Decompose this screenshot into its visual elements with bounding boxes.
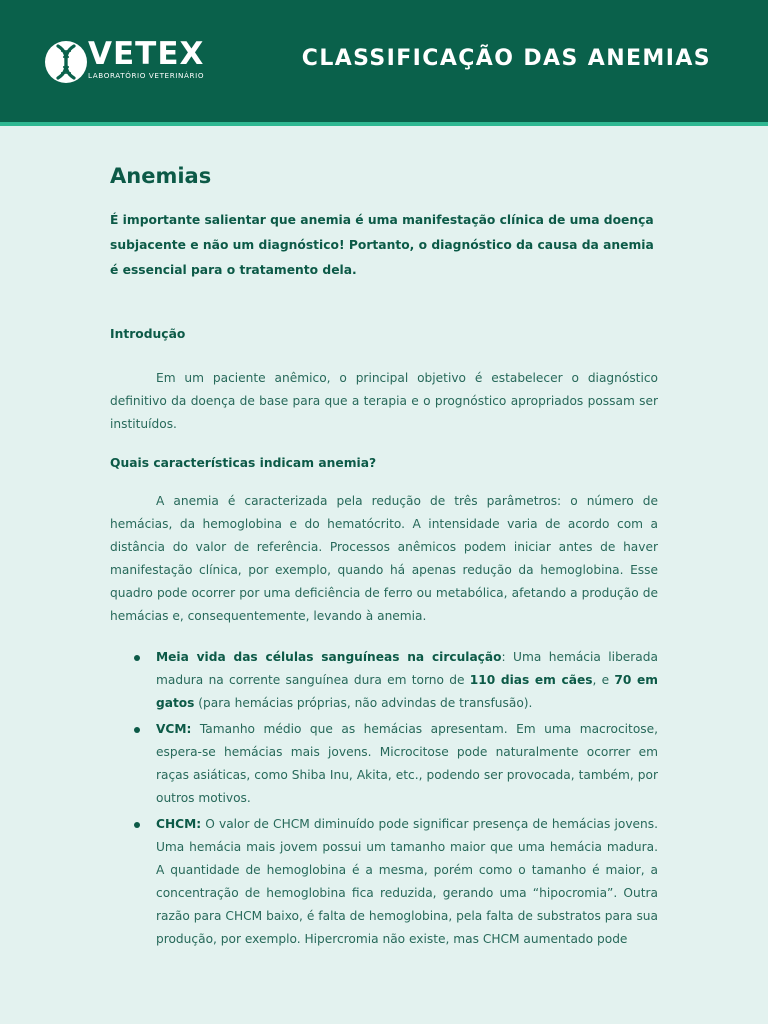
section-heading-caracteristicas: Quais características indicam anemia? xyxy=(110,456,377,470)
bullet-term: CHCM: xyxy=(156,817,202,831)
bullet-emphasis: 110 dias em cães xyxy=(469,673,593,687)
bullet-term: VCM: xyxy=(156,722,192,736)
list-item-vcm xyxy=(110,718,658,810)
lead-paragraph: É importante salientar que anemia é uma manifestação clínica de uma doença subjacente e não um diagnóstico! Portanto, o diagnóstico da causa da anemia é essencial para o tratamento dela. xyxy=(110,213,654,277)
bullet-term: Meia vida das células sanguíneas na circulação xyxy=(156,650,502,664)
list-item-chcm xyxy=(110,813,658,951)
logo-subtitle: LABORATÓRIO VETERINÁRIO xyxy=(88,71,205,80)
bullet-emphasis: 70 em gatos xyxy=(156,673,658,710)
section-heading-introducao: Introdução xyxy=(110,327,186,341)
vetex-logo xyxy=(44,38,224,88)
document-title: CLASSIFICAÇÃO DAS ANEMIAS xyxy=(301,46,711,71)
logo-name: VETEX xyxy=(88,36,205,72)
parameter-list xyxy=(110,646,658,951)
bullet-dot xyxy=(134,655,140,661)
bullet-text: (para hemácias próprias, não advindas de transfusão). xyxy=(194,696,533,710)
document-body xyxy=(110,160,658,954)
list-item-meia-vida xyxy=(110,646,658,715)
dna-helix-icon xyxy=(44,40,88,84)
page-heading: Anemias xyxy=(110,164,212,188)
bullet-text: Tamanho médio que as hemácias apresentam. Em uma macrocitose, espera-se hemácias mais jovens. Microcitose pode naturalmente ocorrer em raças asiáticas, como Shiba Inu, Akita, etc., podendo ser provocada, também, por outros motivos. xyxy=(156,722,658,805)
bullet-dot xyxy=(134,822,140,828)
bullet-text: O valor de CHCM diminuído pode significar presença de hemácias jovens. Uma hemácia mais jovem possui um tamanho maior que uma hemácia madura. A quantidade de hemoglobina é a mesma, porém como o tamanho é maior, a concentração de hemoglobina fica reduzida, gerando uma “hipocromia”. Outra razão para CHCM baixo, é falta de hemoglobina, pela falta de substratos para sua produção, por exemplo. Hipercromia não existe, mas CHCM aumentado pode xyxy=(156,817,658,946)
bullet-text: , e xyxy=(592,673,615,687)
characteristics-paragraph: A anemia é caracterizada pela redução de três parâmetros: o número de hemácias, da hemoglobina e do hematócrito. A intensidade varia de acordo com a distância do valor de referência. Processos anêmicos podem iniciar antes de haver manifestação clínica, por exemplo, quando há apenas redução da hemoglobina. Esse quadro pode ocorrer por uma deficiência de ferro ou metabólica, afetando a produção de hemácias e, consequentemente, levando à anemia. xyxy=(110,494,658,623)
bullet-dot xyxy=(134,727,140,733)
bullet-text: : Uma hemácia liberada madura na corrente sanguínea dura em torno de xyxy=(156,650,658,687)
intro-paragraph: Em um paciente anêmico, o principal objetivo é estabelecer o diagnóstico definitivo da doença de base para que a terapia e o prognóstico apropriados possam ser instituídos. xyxy=(110,371,658,431)
page-header xyxy=(0,0,768,126)
